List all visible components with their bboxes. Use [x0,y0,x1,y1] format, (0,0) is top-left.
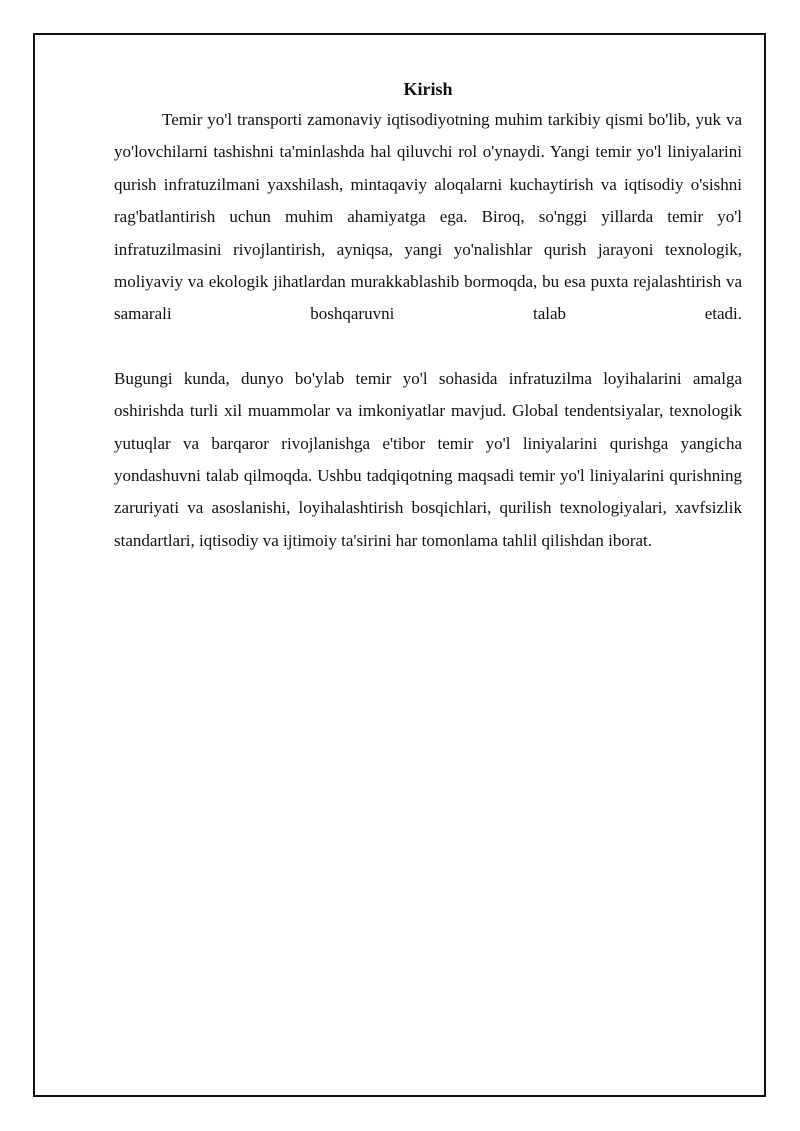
document-body [114,74,742,557]
page-title: Kirish [403,79,453,99]
paragraph-second: Bugungi kunda, dunyo bo'ylab temir yo'l sohasida infratuzilma loyihalarini amalga oshirishda turli xil muammolar va imkoniyatlar mavjud. Global tendentsiyalar, texnologik yutuqlar va barqaror rivojlanishga e'tibor temir yo'l liniyalarini qurishga yangicha yondashuvni talab qilmoqda. Ushbu tadqiqotning maqsadi temir yo'l liniyalarini qurishning zaruriyati va asoslanishi, loyihalashtirish bosqichlari, qurilish texnologiyalari, xavfsizlik standartlari, iqtisodiy va ijtimoiy ta'sirini har tomonlama tahlil qilishdan iborat. [114,368,742,550]
paragraph-intro: Temir yo'l transporti zamonaviy iqtisodiyotning muhim tarkibiy qismi bo'lib, yuk va yo'lovchilarni tashishni ta'minlashda hal qiluvchi rol o'ynaydi. Yangi temir yo'l liniyalarini qurish infratuzilmani yaxshilash, mintaqaviy aloqalarni kuchaytirish va iqtisodiy o'sishni rag'batlantirish uchun muhim ahamiyatga ega. Biroq, so'nggi yillarda temir yo'l infratuzilmasini rivojlantirish, ayniqsa, yangi yo'nalishlar qurish jarayoni texnologik, moliyaviy va ekologik jihatlardan murakkablashib bormoqda, bu esa puxta rejalashtirish va samarali boshqaruvni talab etadi. [114,110,742,324]
